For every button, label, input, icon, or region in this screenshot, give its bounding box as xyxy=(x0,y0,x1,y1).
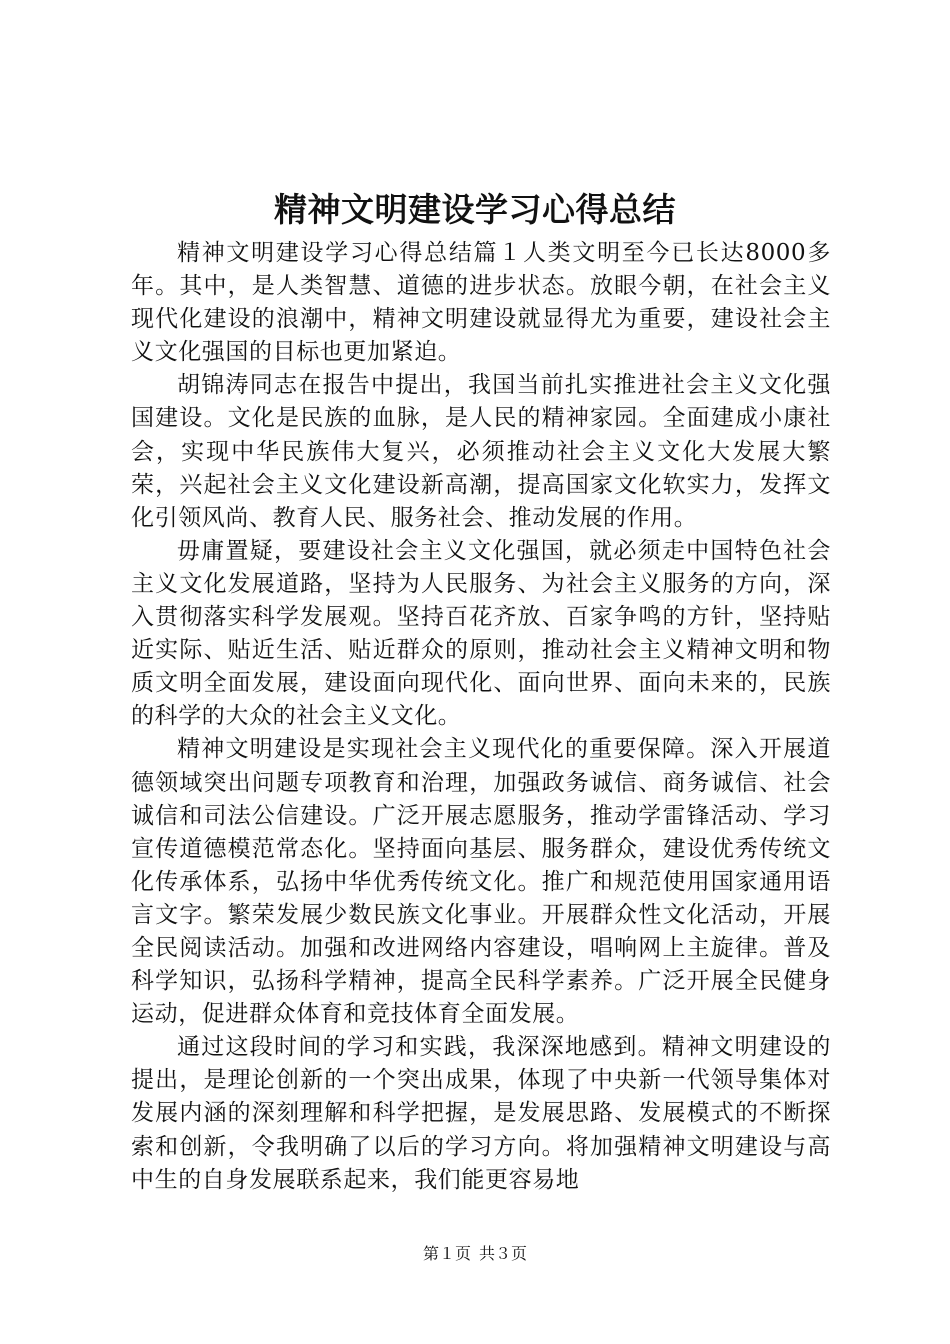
paragraph-4: 精神文明建设是实现社会主义现代化的重要保障。深入开展道德领域突出问题专项教育和治理，加强政务诚信、商务诚信、社会诚信和司法公信建设。广泛开展志愿服务，推动学雷锋活动、学习宣传道德模范常态化。坚持面向基层、服务群众，建设优秀传统文化传承体系，弘扬中华优秀传统文化。推广和规范使用国家通用语言文字。繁荣发展少数民族文化事业。开展群众性文化活动，开展全民阅读活动。加强和改进网络内容建设，唱响网上主旋律。普及科学知识，弘扬科学精神，提高全民科学素养。广泛开展全民健身运动，促进群众体育和竞技体育全面发展。 xyxy=(131,736,831,1028)
paragraph-5: 通过这段时间的学习和实践，我深深地感到。精神文明建设的提出，是理论创新的一个突出成果，体现了中央新一代领导集体对发展内涵的深刻理解和科学把握，是发展思路、发展模式的不断探索和创新，令我明确了以后的学习方向。将加强精神文明建设与高中生的自身发展联系起来，我们能更容易地 xyxy=(131,1034,831,1193)
paragraph-1: 精神文明建设学习心得总结篇１人类文明至今已长达8000多年。其中，是人类智慧、道德的进步状态。放眼今朝，在社会主义现代化建设的浪潮中，精神文明建设就显得尤为重要，建设社会主义文化强国的目标也更加紧迫。 xyxy=(131,240,831,366)
paragraph-3: 毋庸置疑，要建设社会主义文化强国，就必须走中国特色社会主义文化发展道路，坚持为人民服务、为社会主义服务的方向，深入贯彻落实科学发展观。坚持百花齐放、百家争鸣的方针，坚持贴近实际、贴近生活、贴近群众的原则，推动社会主义精神文明和物质文明全面发展，建设面向现代化、面向世界、面向未来的，民族的科学的大众的社会主义文化。 xyxy=(131,537,831,730)
document-body xyxy=(131,237,831,1197)
page-footer xyxy=(0,1244,950,1264)
page-number: 第１页 xyxy=(422,1244,471,1263)
document-title: 精神文明建设学习心得总结 xyxy=(274,190,676,229)
paragraph-2: 胡锦涛同志在报告中提出，我国当前扎实推进社会主义文化强国建设。文化是民族的血脉，是人民的精神家园。全面建成小康社会，实现中华民族伟大复兴，必须推动社会主义文化大发展大繁荣，兴起社会主义文化建设新高潮，提高国家文化软实力，发挥文化引领风尚、教育人民、服务社会、推动发展的作用。 xyxy=(131,372,831,531)
page-total: 共３页 xyxy=(479,1244,528,1263)
